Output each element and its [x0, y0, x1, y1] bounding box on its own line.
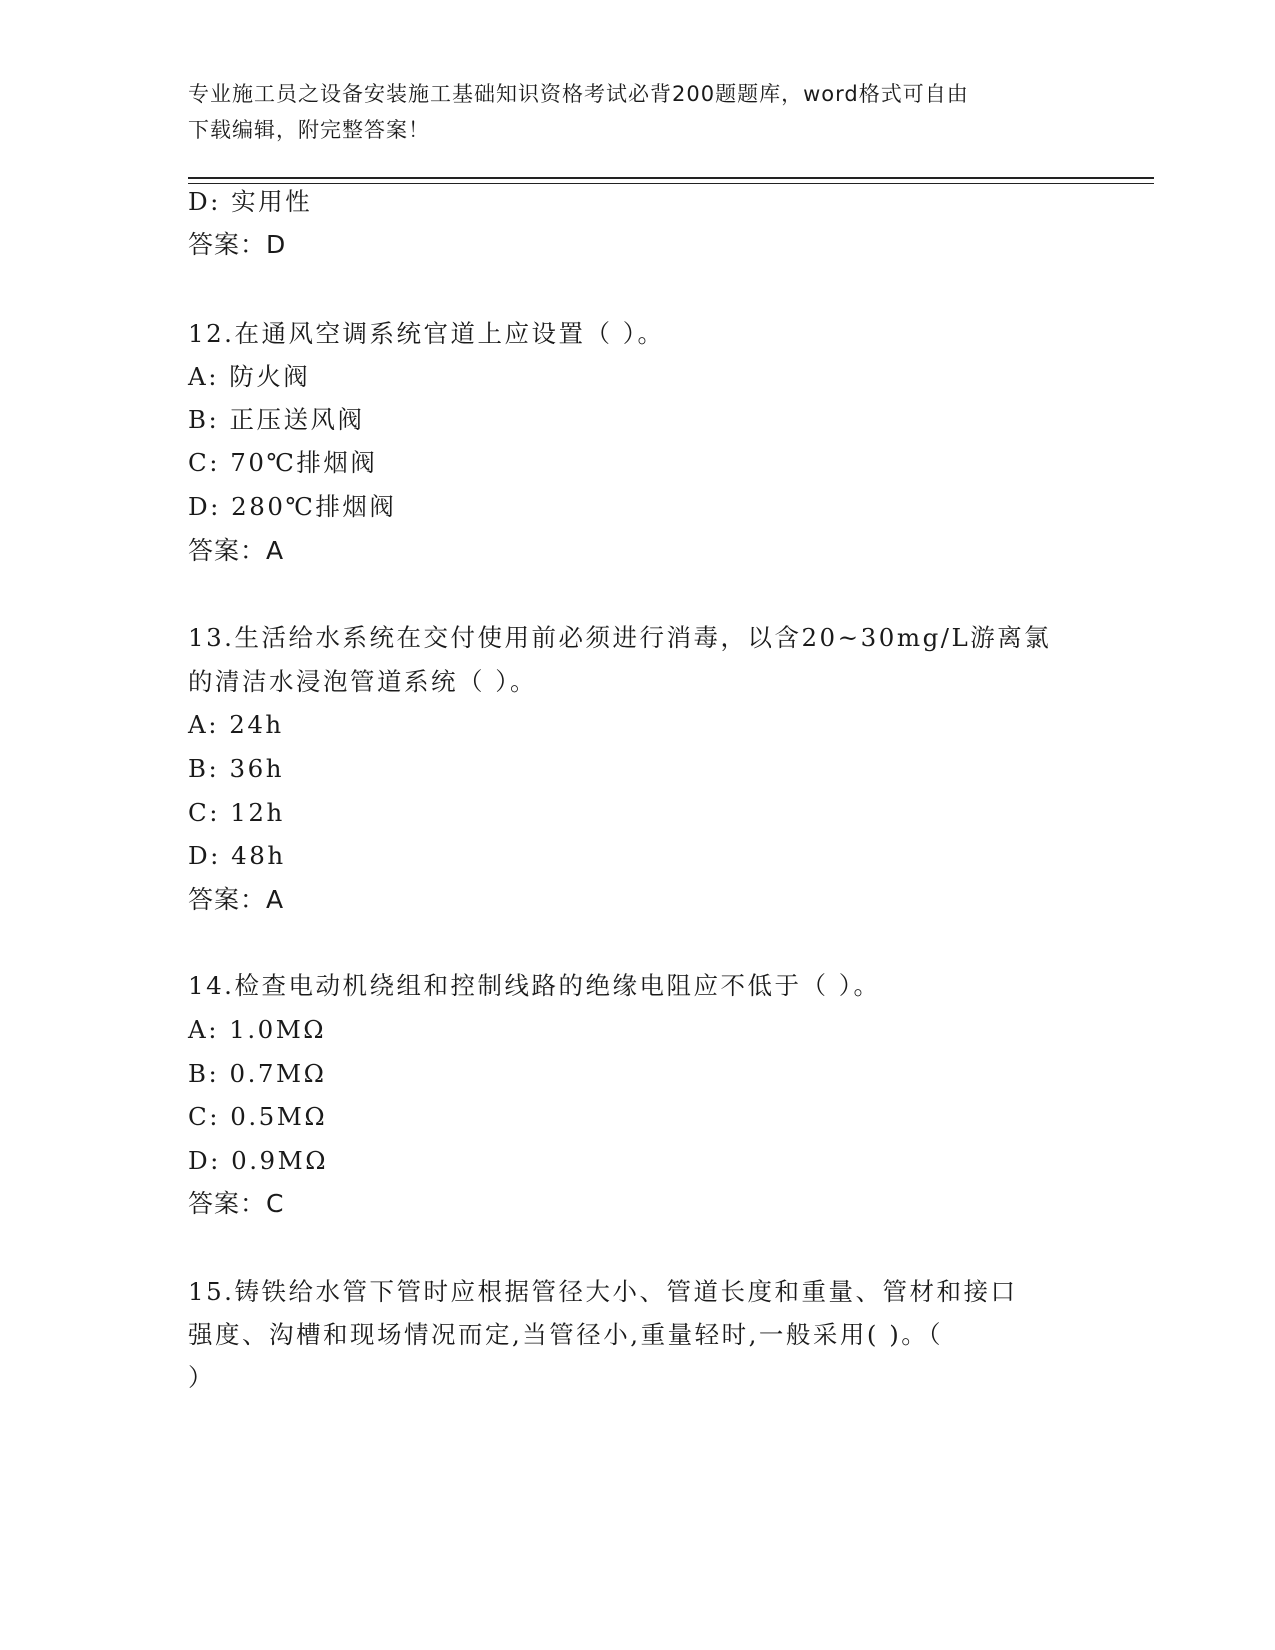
option-a: A: 防火阀 — [188, 362, 311, 391]
question-stem-line-1: 13.生活给水系统在交付使用前必须进行消毒，以含20~30mg/L游离氯 — [188, 623, 1052, 652]
option-d: D: 280℃排烟阀 — [188, 492, 397, 521]
option-a: A: 1.0MΩ — [188, 1015, 327, 1044]
answer: 答案：C — [188, 1189, 285, 1218]
option-d: D: 0.9MΩ — [188, 1146, 329, 1175]
question-stem-line-2: 强度、沟槽和现场情况而定,当管径小,重量轻时,一般采用( )。（ — [188, 1320, 944, 1349]
option-c: C: 70℃排烟阀 — [188, 448, 378, 477]
option-b: B: 正压送风阀 — [188, 405, 365, 434]
option-c: C: 12h — [188, 798, 285, 827]
header-line-2: 下载编辑，附完整答案！ — [188, 118, 430, 142]
question-stem-line-1: 15.铸铁给水管下管时应根据管径大小、管道长度和重量、管材和接口 — [188, 1277, 1018, 1306]
header-divider-thin — [188, 183, 1154, 184]
option-a: A: 24h — [188, 710, 284, 739]
option-b: B: 0.7MΩ — [188, 1059, 327, 1088]
option-d: D: 实用性 — [188, 187, 313, 216]
question-stem: 12.在通风空调系统官道上应设置（ ）。 — [188, 319, 665, 348]
option-b: B: 36h — [188, 754, 285, 783]
header-divider-thick — [188, 177, 1154, 179]
question-stem-line-3: ） — [188, 1363, 215, 1392]
answer: 答案：A — [188, 536, 285, 565]
question-stem: 14.检查电动机绕组和控制线路的绝缘电阻应不低于（ ）。 — [188, 971, 881, 1000]
option-d: D: 48h — [188, 841, 286, 870]
option-c: C: 0.5MΩ — [188, 1102, 328, 1131]
answer: 答案：A — [188, 885, 285, 914]
answer: 答案：D — [188, 230, 287, 259]
header-text — [188, 76, 1088, 148]
header-line-1: 专业施工员之设备安装施工基础知识资格考试必背200题题库，word格式可自由 — [188, 82, 969, 106]
question-stem-line-2: 的清洁水浸泡管道系统（ ）。 — [188, 667, 538, 696]
